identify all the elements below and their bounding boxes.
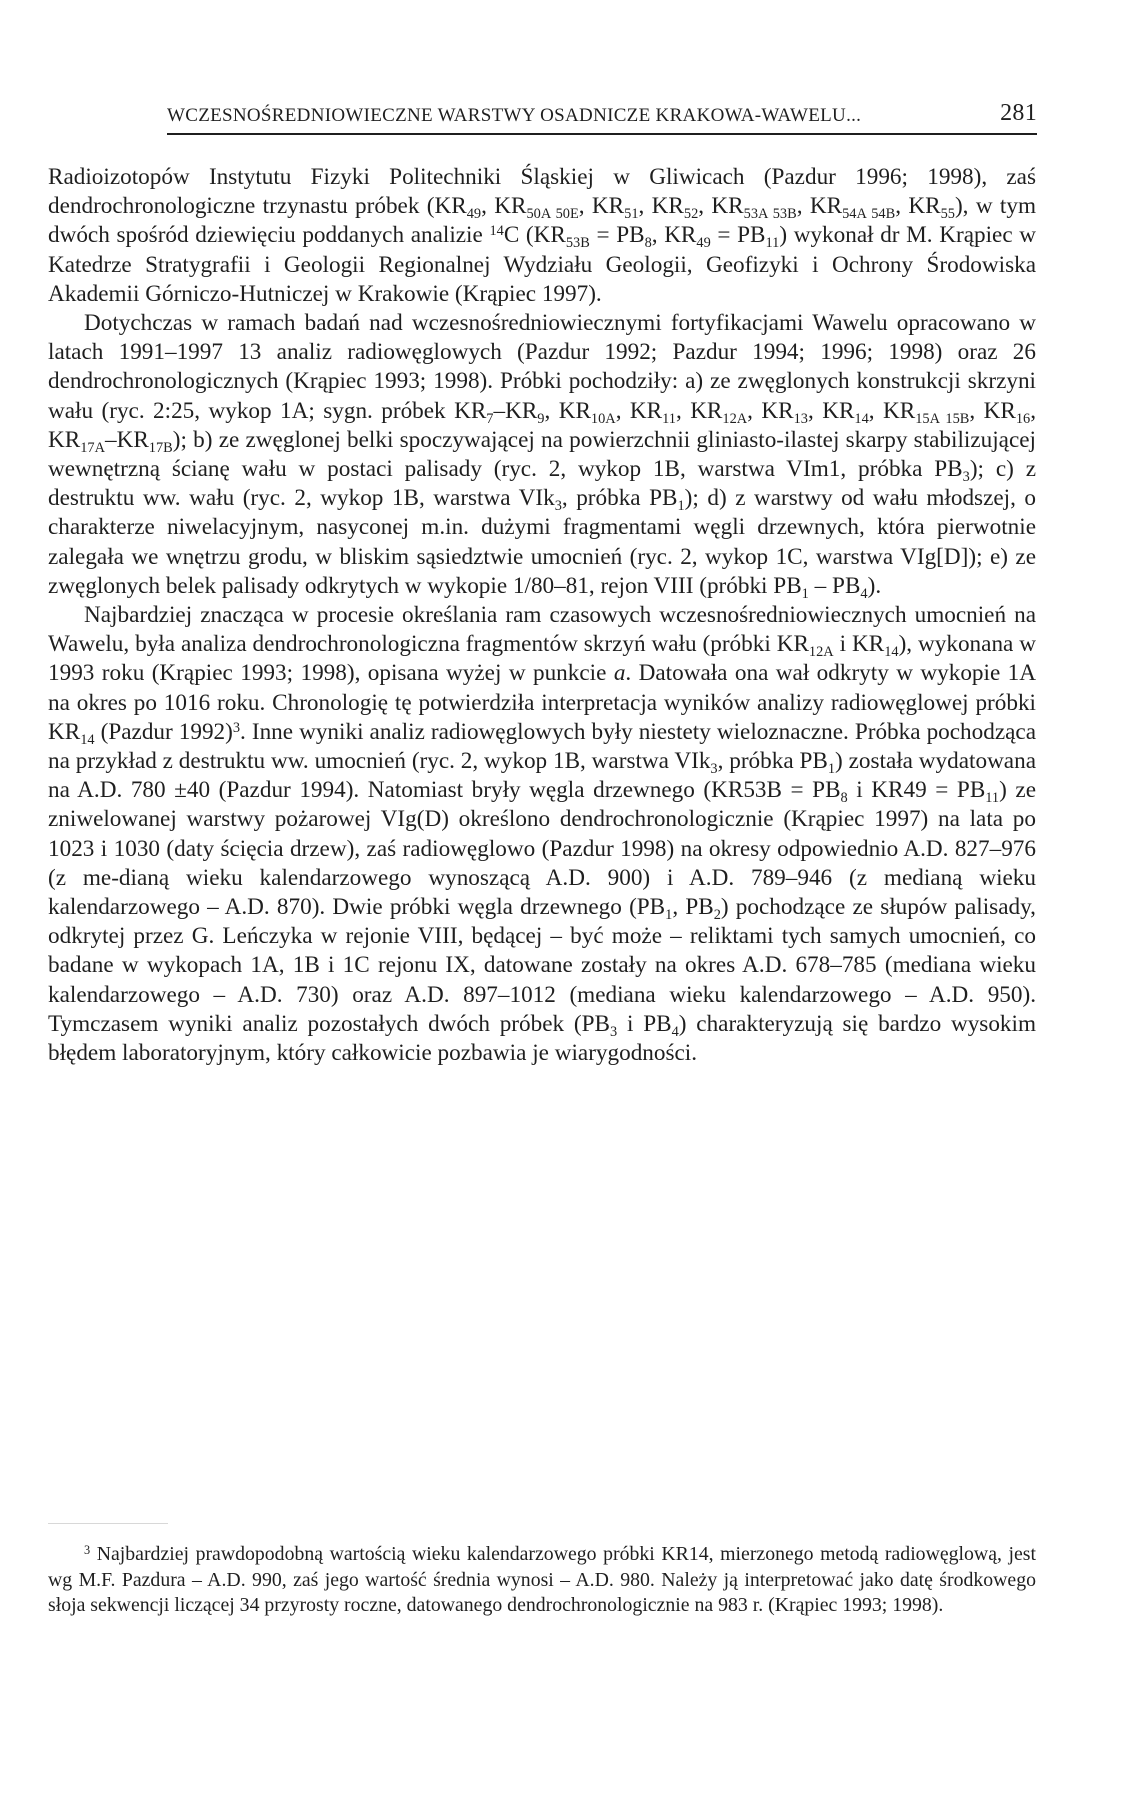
text-run: (Pazdur 1992) <box>94 718 233 745</box>
text-run: . Inne wyniki analiz radiowęglowych były niestety wieloznaczne. Próbka pochodząca na przykład z destruktu ww. umocnień (ryc. 2, wykop 1B, warstwa VIk <box>48 718 1036 775</box>
text-run: ), wykonana w 1993 roku (Krąpiec 1993; 1998), opisana wyżej w punkcie <box>48 631 1037 687</box>
subscript: 11 <box>765 235 780 252</box>
subscript: 17B <box>148 439 173 456</box>
text-run: , KR <box>868 397 916 424</box>
footnote <box>48 1542 1036 1619</box>
subscript: 1 <box>827 761 836 778</box>
subscript: 3 <box>710 761 718 778</box>
subscript: 1 <box>665 907 673 924</box>
text-run: = PB <box>710 222 766 249</box>
subscript: 50A 50E <box>526 206 579 223</box>
text-run: , KR <box>895 193 941 220</box>
superscript: 3 <box>232 719 241 736</box>
text-run: – PB <box>808 572 861 599</box>
subscript: 53B <box>565 235 590 252</box>
text-run: Radioizotopów Instytutu Fizyki Politechniki Śląskiej w Gliwicach (Pazdur 1996; 1998), zaś dendrochronologiczne trzynastu próbek (KR <box>48 164 1036 220</box>
page-number: 281 <box>1000 100 1037 126</box>
paragraph <box>48 309 1036 601</box>
subscript: 2 <box>713 907 721 924</box>
footnote-separator <box>48 1523 168 1524</box>
text-run: , KR <box>796 193 843 220</box>
superscript: 3 <box>84 1542 91 1557</box>
text-run: , próbka PB <box>561 485 678 512</box>
subscript: 11 <box>985 790 1000 807</box>
text-run: ); d) z warstwy od wału młodszej, o charakterze niwelacyjnym, nasyconej m.in. dużymi fragmentami węgli drzewnych, która pierwotnie zalegała we wnętrzu grodu, w bliskim sąsiedztwie umocnień (ryc. 2, wykop 1C, warstwa VIg[D]); e) ze zwęglonych belek palisady odkrytych w wykopie 1/80–81, rejon VIII (próbki PB <box>48 485 1037 599</box>
text-run: , PB <box>672 894 714 921</box>
subscript: 1 <box>677 498 685 515</box>
subscript: 8 <box>644 235 652 252</box>
subscript: 10A <box>590 410 616 427</box>
text-run: –KR <box>493 397 538 424</box>
running-title: WCZESNOŚREDNIOWIECZNE WARSTWY OSADNICZE KRAKOWA-WAWELU... <box>167 105 862 126</box>
text-run: Dotychczas w ramach badań nad wczesnośredniowiecznymi fortyfikacjami Wawelu opracowano w latach 1991–1997 13 analiz radiowęglowych (Pazdur 1992; Pazdur 1994; 1996; 1998) oraz 26 dendrochronologicznych (Krąpiec 1993; 1998). Próbki pochodziły: a) ze zwęglonych konstrukcji skrzyni wału (ryc. 2:25, wykop 1A; sygn. próbek KR <box>48 310 1036 424</box>
text-run: Najbardziej prawdopodobną wartością wieku kalendarzowego próbki KR14, mierzonego metodą radiowęglową, jest wg M.F. Pazdura – A.D. 990, zaś jego wartość średnia wynosi – A.D. 980. Należy ją interpretować jako datę środkowego słoja sekwencji liczącej 34 przyrosty roczne, datowanego dendrochronologicznie na 983 r. (Krąpiec 1993; 1998). <box>48 1543 1036 1617</box>
text-run: , KR <box>638 193 684 220</box>
subscript: 12A <box>722 410 748 427</box>
text-run: = PB <box>589 222 645 249</box>
text-run: ); b) ze zwęglonej belki spoczywającej na powierzchnii gliniasto-ilastej skarpy stabilizującej wewnętrzną ścianę wału w postaci palisady (ryc. 2, wykop 1B, warstwa VIm1, próbka PB <box>48 426 1036 483</box>
text-run: ); c) z destruktu ww. wału (ryc. 2, wykop 1B, warstwa VIk <box>48 456 1036 512</box>
subscript: 14 <box>854 410 869 427</box>
text-run: ) wykonał dr M. Krąpiec w Katedrze Stratygrafii i Geologii Regionalnej Wydziału Geologii, Geofizyki i Ochrony Środowiska Akademii Górniczo-Hutniczej w Krakowie (Krąpiec 1997). <box>48 222 1036 307</box>
text-run: ) pochodzące ze słupów palisady, odkrytej przez G. Leńczyka w rejonie VIII, będącej – być może – reliktami tych samych umocnień, co badane w wykopach 1A, 1B i 1C rejonu IX, datowane zostały na okres A.D. 678–785 (mediana wieku kalendarzowego – A.D. 730) oraz A.D. 897–1012 (mediana wieku kalendarzowego – A.D. 950). Tymczasem wyniki analiz pozostałych dwóch próbek (PB <box>48 894 1036 1037</box>
text-run: . Datowała ona wał odkryty w wykopie 1A na okres po 1016 roku. Chronologię tę potwierdziła interpretacja wyników analizy radiowęglowej próbki KR <box>48 660 1037 745</box>
subscript: 3 <box>609 1023 618 1040</box>
text-run: , KR <box>48 397 1036 453</box>
subscript: 3 <box>554 498 562 515</box>
text-run: , KR <box>969 397 1016 424</box>
subscript: 55 <box>940 206 955 223</box>
italic-text: a <box>613 660 626 687</box>
running-header <box>167 100 1037 130</box>
text-run: , KR <box>675 397 723 424</box>
text-run: ) została wydatowana na A.D. 780 ±40 (Pazdur 1994). Natomiast bryły węgla drzewnego (KR53B = PB <box>48 748 1036 804</box>
text-run: , KR <box>578 193 625 220</box>
text-run: ). <box>867 572 882 599</box>
text-run: , KR <box>544 397 591 424</box>
text-run: , KR <box>651 222 697 249</box>
subscript: 11 <box>662 410 676 427</box>
text-run: ) ze zniwelowanej warstwy pożarowej VIg(D) określono dendrochronologicznie (Krąpiec 1997) na lata po 1023 i 1030 (daty ścięcia drzew), zaś radiowęglowo (Pazdur 1998) na okresy odpowiednio A.D. 827–976 (z me-dianą wieku kalendarzowego wynoszącą A.D. 900) i A.D. 789–946 (z medianą wieku kalendarzowego – A.D. 870). Dwie próbki węgla drzewnego (PB <box>48 777 1036 921</box>
paragraph <box>48 601 1036 1068</box>
subscript: 52 <box>683 206 699 223</box>
text-run: i PB <box>617 1010 672 1037</box>
subscript: 49 <box>466 206 482 223</box>
superscript: 14 <box>489 223 504 240</box>
text-run: –KR <box>104 426 149 453</box>
subscript: 7 <box>486 410 494 427</box>
text-run: C (KR <box>503 222 566 249</box>
text-run: i KR <box>833 631 885 658</box>
subscript: 16 <box>1015 410 1031 427</box>
text-run: ), w tym dwóch spośród dziewięciu poddanych analizie <box>48 193 1036 249</box>
text-run: i KR49 = PB <box>847 777 986 804</box>
subscript: 12A <box>808 644 834 661</box>
subscript: 15A 15B <box>915 410 970 427</box>
header-rule <box>167 133 1037 135</box>
text-run: , KR <box>698 193 744 220</box>
subscript: 49 <box>696 235 711 252</box>
text-run: , KR <box>747 397 794 424</box>
text-run: ) charakteryzują się bardzo wysokim błędem laboratoryjnym, który całkowicie pozbawia je wiarygodności. <box>48 1010 1036 1067</box>
subscript: 14 <box>884 644 899 661</box>
subscript: 3 <box>962 469 970 486</box>
text-run: , KR <box>807 397 855 424</box>
subscript: 51 <box>624 206 639 223</box>
subscript: 4 <box>860 585 868 602</box>
subscript: 1 <box>801 585 809 602</box>
text-run: , próbka PB <box>717 748 828 775</box>
text-run: , KR <box>615 397 663 424</box>
body-text <box>48 163 1036 1068</box>
footnotes <box>48 1542 1036 1619</box>
subscript: 9 <box>537 410 545 427</box>
text-run: , KR <box>481 193 527 220</box>
subscript: 17A <box>80 439 105 456</box>
subscript: 13 <box>793 410 808 427</box>
subscript: 14 <box>80 731 95 748</box>
subscript: 54A 54B <box>842 206 896 223</box>
subscript: 8 <box>840 790 848 807</box>
subscript: 53A 53B <box>743 206 797 223</box>
subscript: 4 <box>671 1023 679 1040</box>
text-run: Najbardziej znacząca w procesie określania ram czasowych wczesnośredniowiecznych umocnień na Wawelu, była analiza dendrochronologiczna fragmentów skrzyń wału (próbki KR <box>48 602 1036 658</box>
paragraph <box>48 163 1036 309</box>
